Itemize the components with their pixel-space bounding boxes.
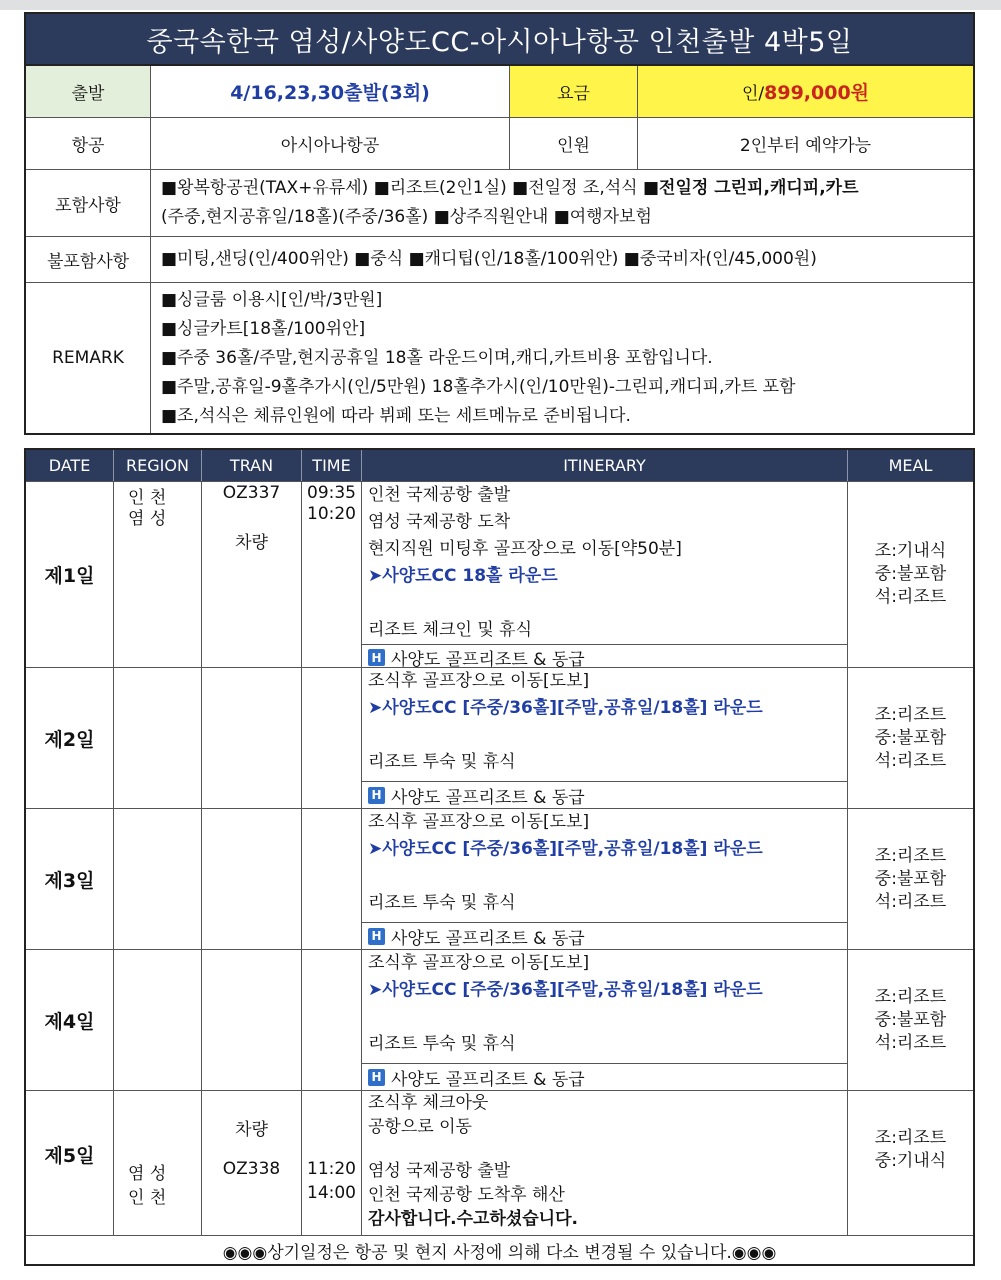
meal-lunch: 중:기내식: [874, 1151, 947, 1171]
day-region: [114, 1091, 202, 1235]
golf-round: ➤사양도CC [주중/36홀][주말,공휴일/18홀] 라운드: [368, 839, 763, 859]
meal-dinner: 석:리조트: [874, 1032, 947, 1053]
remark-line: ■조,석식은 체류인원에 따라 뷔페 또는 세트메뉴로 준비됩니다.: [161, 405, 631, 426]
day-region: [114, 668, 202, 808]
hotel-row: [362, 644, 847, 670]
itinerary-line: 현지직원 미팅후 골프장으로 이동[약50분]: [368, 539, 682, 559]
hotel-name: 사양도 골프리조트 & 동급: [391, 650, 585, 670]
day-time: [302, 809, 362, 949]
itinerary-spacer: [368, 590, 841, 617]
meal-breakfast: 조:리조트: [874, 845, 947, 866]
itinerary-line: 조식후 골프장으로 이동[도보]: [368, 812, 590, 832]
hotel-icon: H: [368, 787, 385, 804]
arrival-time: 14:00: [307, 1183, 356, 1203]
day-time: [302, 482, 362, 667]
golf-round: ➤사양도CC [주중/36홀][주말,공휴일/18홀] 라운드: [368, 980, 763, 1000]
remark-line: ■주중 36홀/주말,현지공휴일 18홀 라운드이며,캐디,카트비용 포함입니다.: [161, 347, 713, 368]
people-value: 2인부터 예약가능: [739, 136, 872, 156]
itinerary-spacer: [368, 722, 841, 749]
hotel-name: 사양도 골프리조트 & 동급: [391, 787, 585, 808]
included-items: ■왕복항공권(TAX+유류세) ■리조트(2인1실) ■전일정 조,석식: [161, 178, 643, 198]
hotel-row: [362, 1063, 847, 1090]
day-itinerary: [362, 668, 848, 808]
meal-dinner: 석:리조트: [874, 891, 947, 912]
itinerary-spacer: [368, 1004, 841, 1031]
remark-line: ■싱글카트[18홀/100위안]: [161, 318, 366, 339]
flight-number: OZ338: [222, 1159, 281, 1179]
tour-title: 중국속한국 염성/사양도CC-아시아나항공 인천출발 4박5일: [26, 14, 973, 66]
meal-breakfast: 조:기내식: [874, 541, 947, 561]
day-itinerary: [362, 482, 848, 670]
day-date: 제1일: [26, 482, 114, 667]
day-meals: [848, 1091, 973, 1235]
day-itinerary: [362, 950, 848, 1090]
departure-row: [26, 66, 973, 118]
closing-message: 감사합니다.수고하셨습니다.: [368, 1209, 578, 1229]
day-time: [302, 950, 362, 1090]
remark-line: ■주말,공휴일-9홀추가시(인/5만원) 18홀추가시(인/10만원)-그린피,캐디피,카트 포함: [161, 376, 796, 397]
excluded-label: 불포함사항: [26, 237, 151, 282]
header-itinerary: ITINERARY: [362, 450, 848, 481]
itinerary-line: 리조트 투숙 및 휴식: [368, 752, 516, 772]
region-destination: 인 천: [128, 1188, 167, 1208]
day-transport: [202, 1091, 302, 1235]
hotel-row: [362, 781, 847, 808]
day-itinerary: [362, 1091, 848, 1235]
departure-value: 4/16,23,30출발(3회): [151, 66, 510, 117]
day-meals: [848, 668, 973, 808]
remark-content: [151, 283, 973, 433]
golf-round: ➤사양도CC [주중/36홀][주말,공휴일/18홀] 라운드: [368, 698, 763, 718]
itinerary-line: 공항으로 이동: [368, 1117, 472, 1137]
hotel-icon: H: [368, 928, 385, 945]
hotel-name: 사양도 골프리조트 & 동급: [391, 1069, 585, 1090]
itinerary-line: 인천 국제공항 출발: [368, 485, 511, 505]
hotel-icon: H: [368, 1069, 385, 1086]
day-date: 제3일: [26, 809, 114, 949]
itinerary-header: [26, 450, 973, 481]
day-transport: [202, 482, 302, 667]
tour-summary-table: [24, 12, 975, 435]
departure-label: 출발: [26, 66, 151, 117]
day-region: [114, 482, 202, 667]
day-time: [302, 668, 362, 808]
price-value: 899,000원: [764, 82, 870, 104]
vehicle: 차량: [235, 1120, 268, 1140]
header-meal: MEAL: [888, 456, 933, 475]
day-row-1: [26, 481, 973, 670]
airline-row: [26, 118, 973, 170]
day-transport: [202, 668, 302, 808]
region-origin: 인 천: [128, 488, 167, 508]
meal-lunch: 중:불포함: [874, 727, 947, 748]
region-origin: 염 성: [128, 1164, 167, 1184]
meal-dinner: 석:리조트: [874, 750, 947, 771]
meal-breakfast: 조:리조트: [874, 704, 947, 725]
day-row-4: [26, 949, 973, 1090]
day-row-5: [26, 1090, 973, 1235]
itinerary-line: 리조트 체크인 및 휴식: [368, 620, 533, 640]
excluded-content: ■미팅,샌딩(인/400위안) ■중식 ■캐디팁(인/18홀/100위안) ■중국비자(인/45,000원): [161, 249, 817, 269]
departure-time: 09:35: [307, 483, 356, 503]
itinerary-spacer: [368, 1139, 841, 1159]
day-time: [302, 1091, 362, 1235]
day-row-3: [26, 808, 973, 949]
departure-time: 11:20: [307, 1159, 356, 1179]
itinerary-spacer: [368, 863, 841, 890]
header-time: TIME: [302, 450, 362, 481]
price-label: 요금: [510, 66, 638, 117]
price-unit: 인/: [741, 84, 765, 104]
day-itinerary: [362, 809, 848, 949]
day-region: [114, 809, 202, 949]
header-region: REGION: [114, 450, 202, 481]
hotel-name: 사양도 골프리조트 & 동급: [391, 928, 585, 949]
meal-lunch: 중:불포함: [874, 1009, 947, 1030]
itinerary-line: 염성 국제공항 출발: [368, 1161, 511, 1181]
included-line-2: (주중,현지공휴일/18홀)(주중/36홀) ■상주직원안내 ■여행자보험: [161, 207, 652, 227]
itinerary-table: [24, 448, 975, 1266]
itinerary-line: 염성 국제공항 도착: [368, 512, 511, 532]
included-row: [26, 170, 973, 237]
included-line-1: [161, 174, 859, 203]
people-label: 인원: [510, 118, 638, 169]
day-transport: [202, 809, 302, 949]
itinerary-text: [362, 668, 847, 781]
top-strip: [0, 0, 1001, 10]
meal-lunch: 중:불포함: [874, 868, 947, 889]
remark-line: ■싱글룸 이용시[인/박/3만원]: [161, 289, 383, 310]
itinerary-line: 조식후 골프장으로 이동[도보]: [368, 953, 590, 973]
included-label: 포함사항: [26, 170, 151, 236]
itinerary-text: [362, 482, 847, 644]
day-date: 제4일: [26, 950, 114, 1090]
vehicle: 차량: [235, 533, 268, 553]
region-destination: 염 성: [128, 509, 167, 529]
schedule-notice: ◉◉◉상기일정은 항공 및 현지 사정에 의해 다소 변경될 수 있습니다.◉◉◉: [26, 1235, 973, 1264]
itinerary-line: 조식후 골프장으로 이동[도보]: [368, 671, 590, 691]
itinerary-text: [362, 809, 847, 922]
excluded-row: [26, 237, 973, 283]
hotel-icon: H: [368, 649, 385, 666]
hotel-row: [362, 922, 847, 949]
day-region: [114, 950, 202, 1090]
header-date: DATE: [26, 450, 114, 481]
included-golf-items: ■전일정 그린피,캐디피,카트: [642, 178, 859, 198]
remark-row: [26, 283, 973, 433]
day-meals: [848, 809, 973, 949]
meal-lunch: 중:불포함: [874, 564, 947, 584]
day-meals: [848, 482, 973, 667]
day-date: 제2일: [26, 668, 114, 808]
header-tran: TRAN: [202, 450, 302, 481]
airline-label: 항공: [26, 118, 151, 169]
meal-dinner: 석:리조트: [874, 587, 947, 607]
day-transport: [202, 950, 302, 1090]
flight-number: OZ337: [222, 483, 281, 503]
arrival-time: 10:20: [307, 504, 356, 524]
itinerary-line: 리조트 투숙 및 휴식: [368, 893, 516, 913]
itinerary-line: 인천 국제공항 도착후 해산: [368, 1185, 565, 1205]
itinerary-text: [362, 1091, 847, 1235]
price-cell: [638, 66, 973, 117]
golf-round: ➤사양도CC 18홀 라운드: [368, 566, 558, 586]
included-content: [151, 170, 973, 236]
day-meals: [848, 950, 973, 1090]
itinerary-line: 조식후 체크아웃: [368, 1093, 489, 1113]
airline-value: 아시아나항공: [151, 118, 510, 169]
itinerary-text: [362, 950, 847, 1063]
day-date: 제5일: [26, 1091, 114, 1235]
day-row-2: [26, 667, 973, 808]
meal-breakfast: 조:리조트: [874, 986, 947, 1007]
remark-label: REMARK: [26, 283, 151, 433]
itinerary-line: 리조트 투숙 및 휴식: [368, 1034, 516, 1054]
meal-breakfast: 조:리조트: [874, 1128, 947, 1148]
